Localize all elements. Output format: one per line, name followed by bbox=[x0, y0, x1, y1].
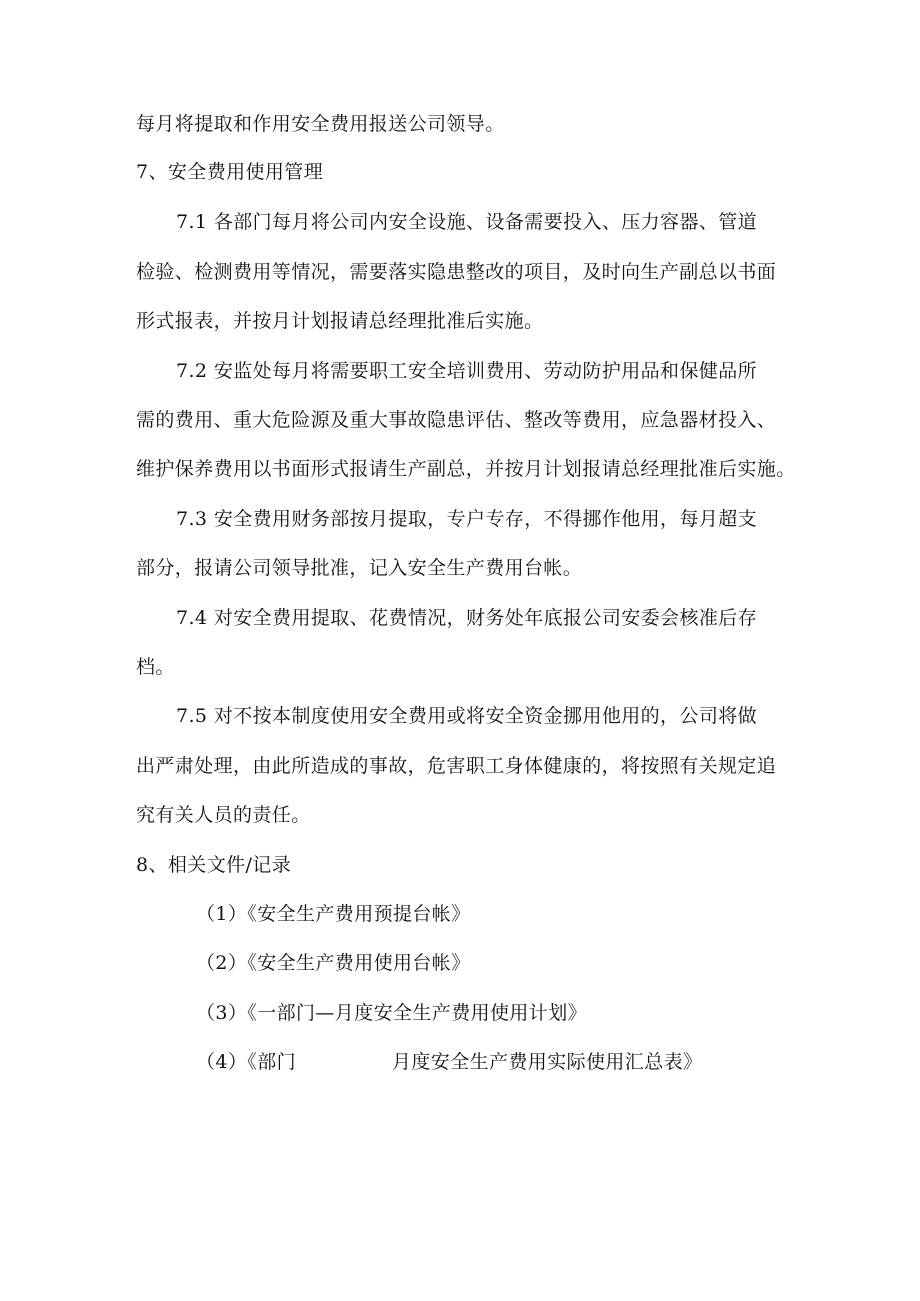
list-item bbox=[196, 1048, 702, 1076]
text-line: 形式报表，并按月计划报请总经理批准后实施。 bbox=[136, 310, 544, 332]
list-item: （2）《安全生产费用使用台帐》 bbox=[196, 952, 471, 974]
list-item: （1）《安全生产费用预提台帐》 bbox=[196, 903, 471, 925]
text-line: 究有关人员的责任。 bbox=[136, 804, 311, 826]
list-item-prefix: （4）《部门 bbox=[196, 1051, 296, 1073]
text-line: 7.1 各部门每月将公司内安全设施、设备需要投入、压力容器、管道 bbox=[176, 211, 758, 233]
text-line: 7.5 对不按本制度使用安全费用或将安全资金挪用他用的，公司将做 bbox=[176, 705, 758, 727]
list-item: （3）《一部门—月度安全生产费用使用计划》 bbox=[196, 1002, 587, 1024]
text-line: 部分，报请公司领导批准，记入安全生产费用台帐。 bbox=[136, 557, 583, 579]
section-heading: 8、相关文件/记录 bbox=[136, 854, 292, 876]
text-line: 检验、检测费用等情况，需要落实隐患整改的项目，及时向生产副总以书面 bbox=[136, 261, 777, 283]
list-item-suffix: 月度安全生产费用实际使用汇总表》 bbox=[392, 1051, 703, 1073]
text-line: 维护保养费用以书面形式报请生产副总，并按月计划报请总经理批准后实施。 bbox=[136, 458, 796, 480]
text-line: 7.3 安全费用财务部按月提取，专户专存，不得挪作他用，每月超支 bbox=[176, 508, 758, 530]
text-line: 出严肃处理，由此所造成的事故，危害职工身体健康的，将按照有关规定追 bbox=[136, 755, 777, 777]
text-line: 7.4 对安全费用提取、花费情况，财务处年底报公司安委会核准后存 bbox=[176, 607, 758, 629]
section-heading: 7、安全费用使用管理 bbox=[136, 161, 324, 183]
text-line: 每月将提取和作用安全费用报送公司领导。 bbox=[136, 113, 505, 135]
text-line: 需的费用、重大危险源及重大事故隐患评估、整改等费用，应急器材投入、 bbox=[136, 409, 777, 431]
text-line: 档。 bbox=[136, 656, 175, 678]
text-line: 7.2 安监处每月将需要职工安全培训费用、劳动防护用品和保健品所 bbox=[176, 360, 758, 382]
